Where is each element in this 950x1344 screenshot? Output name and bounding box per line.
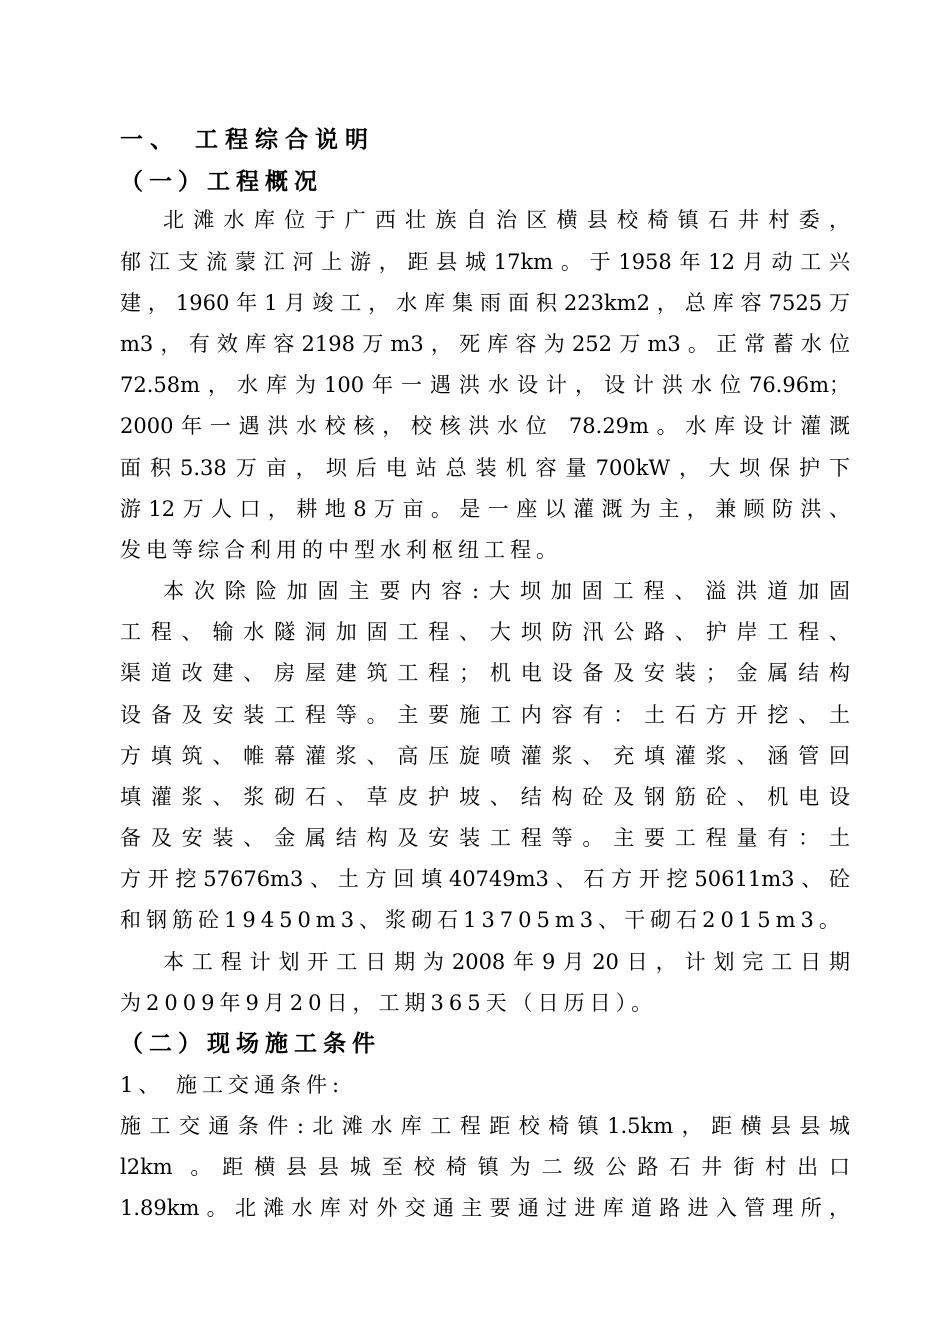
paragraph-line: 72.58m，水库为100年一遇洪水设计，设计洪水位76.96m； bbox=[120, 373, 850, 397]
paragraph-line: 填灌浆、浆砌石、草皮护坡、结构砼及钢筋砼、机电设 bbox=[120, 785, 850, 809]
paragraph-line: 工程、输水隧洞加固工程、大坝防汛公路、护岸工程、 bbox=[120, 620, 850, 644]
paragraph-line: 建，1960年1月竣工，水库集雨面积223km2，总库容7525万 bbox=[120, 291, 850, 315]
subsection-title-overview: （一）工程概况 bbox=[120, 168, 323, 195]
paragraph-line: l2km 。距横县县城至校椅镇为二级公路石井街村出口 bbox=[120, 1155, 850, 1179]
section-title: 一、 工程综合说明 bbox=[120, 126, 376, 153]
paragraph-line: 施工交通条件:北滩水库工程距校椅镇1.5km，距横县县城 bbox=[120, 1114, 850, 1138]
paragraph-line: 和钢筋砼19450m3、浆砌石13705m3、干砌石2015m3。 bbox=[120, 908, 845, 932]
paragraph-line: 渠道改建、房屋建筑工程；机电设备及安装；金属结构 bbox=[120, 661, 850, 685]
paragraph-line: 北滩水库位于广西壮族自治区横县校椅镇石井村委， bbox=[163, 208, 850, 232]
paragraph-line: 发电等综合利用的中型水利枢纽工程。 bbox=[120, 538, 562, 562]
paragraph-line: 游12万人口，耕地8万亩。是一座以灌溉为主，兼顾防洪、 bbox=[120, 497, 850, 521]
paragraph-line: 面积5.38万亩，坝后电站总装机容量700kW，大坝保护下 bbox=[120, 456, 850, 480]
paragraph-line: m3，有效库容2198万m3，死库容为252万m3。正常蓄水位 bbox=[120, 332, 850, 356]
paragraph-line: 2000年一遇洪水校核，校核洪水位 78.29m。水库设计灌溉 bbox=[120, 414, 850, 438]
paragraph-line: 1.89km。北滩水库对外交通主要通过进库道路进入管理所， bbox=[120, 1196, 850, 1220]
paragraph-line: 方开挖57676m3、土方回填40749m3、石方开挖50611m3、砼 bbox=[120, 867, 850, 891]
item-title-traffic: 1、 施工交通条件: bbox=[120, 1073, 345, 1097]
paragraph-line: 郁江支流蒙江河上游，距县城17km。于1958年12月动工兴 bbox=[120, 250, 850, 274]
paragraph-line: 方填筑、帷幕灌浆、高压旋喷灌浆、充填灌浆、涵管回 bbox=[120, 744, 850, 768]
paragraph-line: 为2009年9月20日，工期365天（日历日）。 bbox=[120, 991, 658, 1015]
paragraph-line: 本次除险加固主要内容:大坝加固工程、溢洪道加固 bbox=[163, 579, 850, 603]
subsection-title-site-conditions: （二）现场施工条件 bbox=[120, 1030, 381, 1057]
paragraph-line: 备及安装、金属结构及安装工程等。主要工程量有：土 bbox=[120, 826, 850, 850]
paragraph-line: 本工程计划开工日期为2008年9月20日，计划完工日期 bbox=[163, 950, 850, 974]
paragraph-line: 设备及安装工程等。主要施工内容有：土石方开挖、土 bbox=[120, 703, 850, 727]
